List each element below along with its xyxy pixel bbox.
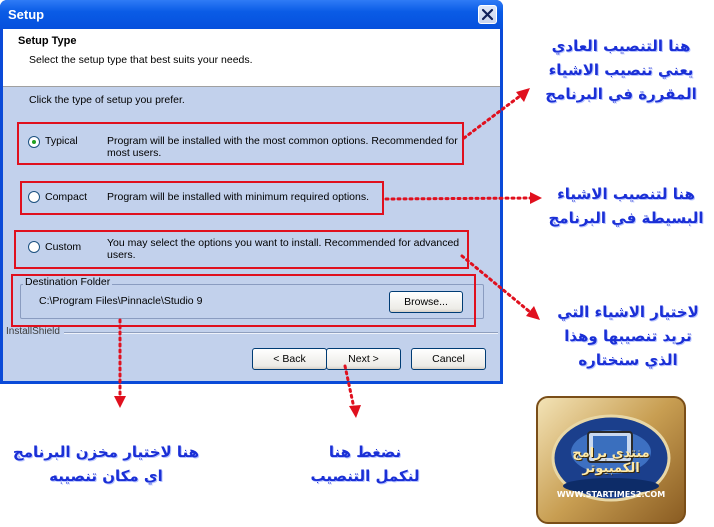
instruction-text: Click the type of setup you prefer. [29, 94, 185, 106]
footer-divider [64, 332, 498, 334]
header-panel [3, 29, 500, 87]
description-custom: You may select the options you want to install. Recommended for advanced users. [107, 237, 460, 261]
forum-logo-text: منتدى برامج الكمبيوتر [572, 446, 650, 476]
page-subtitle: Select the setup type that best suits your needs. [29, 54, 253, 66]
forum-logo [536, 396, 686, 524]
highlight-typical [17, 122, 464, 165]
destination-path: C:\Program Files\Pinnacle\Studio 9 [39, 295, 203, 307]
arrowhead-next [349, 405, 361, 418]
radio-label-typical: Typical [45, 135, 78, 147]
arrowhead-custom [526, 306, 540, 320]
arrowhead-destination [114, 396, 126, 408]
installshield-brand: InstallShield [6, 326, 60, 337]
forum-logo-site: WWW.STARTIMES2.COM [556, 490, 666, 499]
annotation-next: نضغط هنا لنكمل التنصيب [310, 443, 420, 485]
annotation-typical: هنا التنصيب العادي يعني تنصيب الاشياء المقررة في البرنامج [545, 37, 697, 103]
back-button[interactable]: < Back [252, 348, 327, 370]
radio-label-custom: Custom [45, 241, 82, 253]
arrowhead-typical [516, 88, 530, 102]
highlight-custom [14, 230, 469, 269]
description-typical: Program will be installed with the most common options. Recommended for most users. [107, 135, 458, 159]
close-button[interactable] [478, 5, 497, 24]
annotation-destination: هنا لاختيار مخزن البرنامج اي مكان تنصيبه [12, 443, 200, 485]
next-button[interactable]: Next > [326, 348, 401, 370]
title-bar[interactable] [0, 0, 503, 29]
page-title: Setup Type [18, 35, 77, 47]
annotation-custom: لاختيار الاشياء التي تريد تنصيبها وهذا الذي سنختاره [557, 303, 699, 369]
radio-label-compact: Compact [45, 191, 88, 203]
close-icon [481, 8, 494, 21]
destination-folder-legend: Destination Folder [25, 276, 111, 288]
window-title: Setup [8, 7, 45, 22]
description-compact: Program will be installed with minimum required options. [107, 191, 370, 203]
arrowhead-compact [530, 192, 542, 204]
annotation-compact: هنا لتنصيب الاشياء البسيطة في البرنامج [548, 185, 704, 227]
highlight-compact [20, 181, 384, 215]
browse-button[interactable]: Browse... [389, 291, 463, 313]
cancel-button[interactable]: Cancel [411, 348, 486, 370]
highlight-destination [11, 274, 476, 327]
